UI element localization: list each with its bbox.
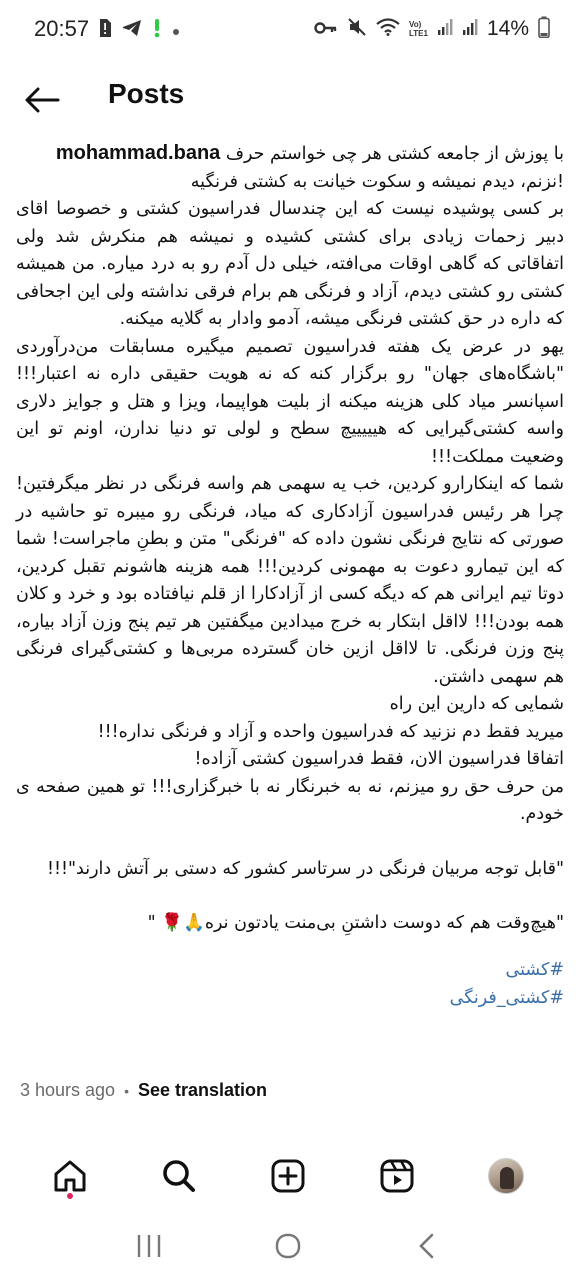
signal-icon: [437, 18, 453, 40]
home-icon: [52, 1158, 88, 1194]
status-time: 20:57: [34, 16, 90, 41]
system-back-button[interactable]: [403, 1222, 451, 1270]
post-content: [16, 140, 564, 1012]
nav-create-button[interactable]: [260, 1148, 316, 1204]
arrow-left-icon: [24, 87, 60, 113]
mute-icon: [347, 17, 367, 41]
search-icon: [161, 1158, 197, 1194]
caption-paragraph: شما که اینکارارو کردین، خب یه سهمی هم واسه فرنگی در نظر میگرفتین! چرا هر رئیس فدراسیون آزادکاری که میاد، فرنگی رو میبره تو حاشیه در صورتی که نتایج فرنگی نشون داده که "فرنگی" متن و بطنِ ماجراست! شما که این تیمارو دعوت به مهمونی کردین!!! همه هزینه هاشونم تقبل کردین، دوتا تیم ایرانی هم که دیگه کسی از آزادکارا از قلم نیافتاده بود و خرد و کلان همه بودن!!! لااقل ابتکار به خرج میدادین میگفتین هر تیم پنج وزن آزاد بیاره، پنج وزن فرنگی. تا لااقل ازین خان گسترده مربی‌ها و کشتی‌گیرای فرنگی هم سهمی داشتن.: [16, 474, 564, 687]
telegram-icon: [122, 19, 142, 41]
post-meta: [20, 1080, 267, 1101]
network-label-top: Vo): [409, 20, 422, 29]
notification-alert-icon: [152, 18, 162, 42]
back-button[interactable]: [22, 80, 62, 120]
notification-dot: [67, 1193, 73, 1199]
spacer: [16, 883, 564, 910]
system-home-button[interactable]: [264, 1222, 312, 1270]
create-post-icon: [270, 1158, 306, 1194]
status-right-icons: [314, 16, 550, 42]
page-title: Posts: [108, 78, 185, 109]
network-label-bottom: LTE1: [409, 29, 428, 38]
caption-intro: [16, 140, 564, 169]
post-username[interactable]: mohammad.bana: [55, 142, 221, 164]
recent-apps-button[interactable]: [125, 1222, 173, 1270]
more-dot-icon: [172, 21, 180, 40]
caption-paragraph: یهو در عرض یک هفته فدراسیون تصمیم میگیره مسابقات من‌درآوردی "باشگاه‌های جهان" رو برگزار کنه که نه هویت حقیقی داره نه اعتبار!!! اسپانسر میاد کلی هزینه میکنه از بلیت هواپیما، ویزا و هتل و جوایز دلاری واسه کشتی‌گیرایی که هیییییچ سطح و لولی تو دنیا ندارن، اونم تو این وضعیت مملکت!!!: [16, 336, 564, 467]
profile-avatar: [488, 1158, 524, 1194]
caption-paragraph: شمایی که دارین این راه: [389, 694, 564, 714]
hashtag-link[interactable]: #کشتی_فرنگی: [449, 987, 564, 1008]
see-translation-link[interactable]: See translation: [137, 1080, 268, 1100]
status-bar: [0, 0, 576, 64]
sim-alert-icon: [98, 18, 112, 42]
wifi-icon: [376, 18, 400, 40]
system-navigation-bar: [0, 1212, 576, 1280]
key-icon: [314, 20, 338, 39]
home-circle-icon: [274, 1232, 302, 1260]
nav-search-button[interactable]: [151, 1148, 207, 1204]
caption-quote: "هیچ‌وقت هم که دوست داشتنِ بی‌منت یادتون نره🙏🌹 ": [147, 913, 564, 933]
caption-paragraph: بر کسی پوشیده نیست که این چندسال فدراسیون کشتی و خصوصا اقای دبیر زحمات زیادی برای کشتی کشیده و نمیشه هم منکرش شد ولی اتفاقاتی که گاهی اوقات می‌افته، خیلی دل آدم رو به درد میاره. من همیشه کشتی رو کشتی دیدم، آزاد و فرنگی هم برام فرقی نداشته ولی این اجحافی که داره در حق کشتی فرنگی میشه، آدمو وادار به گلایه میکنه.: [16, 199, 564, 329]
hashtag-list: [16, 956, 564, 1012]
caption-intro-text: با پوزش از جامعه کشتی هر چی خواستم حرف: [225, 144, 564, 164]
battery-percent: 14%: [486, 17, 529, 40]
meta-separator: •: [124, 1082, 129, 1099]
back-chevron-icon: [415, 1232, 439, 1260]
page-header: [0, 70, 576, 130]
reels-icon: [379, 1158, 415, 1194]
network-type-label: [409, 20, 428, 38]
battery-icon: [538, 16, 550, 42]
nav-reels-button[interactable]: [369, 1148, 425, 1204]
hashtag-link[interactable]: #کشتی: [505, 959, 564, 980]
nav-home-button[interactable]: [42, 1148, 98, 1204]
signal-icon: [462, 18, 478, 40]
nav-profile-button[interactable]: [478, 1148, 534, 1204]
caption-quote: "قابل توجه مربیان فرنگی در سرتاسر کشور که دستی بر آتش دارند"!!!: [46, 858, 564, 879]
post-timestamp: 3 hours ago: [20, 1080, 116, 1100]
caption-paragraph: میرید فقط دم نزنید که فدراسیون واحده و آزاد و فرنگی نداره!!!: [97, 721, 564, 742]
spacer: [16, 829, 564, 856]
bottom-navigation: [0, 1140, 576, 1212]
status-left-icons: [98, 18, 180, 42]
caption-paragraph: اتفاقا فدراسیون الان، فقط فدراسیون کشتی آزاده!: [194, 749, 564, 769]
caption-paragraph: من حرف حق رو میزنم، نه به خبرنگار نه با خبرگزاری!!! تو همین صفحه ی خودم.: [16, 776, 564, 824]
caption-paragraph: !نزنم، دیدم نمیشه و سکوت خیانت به کشتی فرنگیه: [190, 171, 564, 192]
post-caption: [16, 140, 564, 938]
recent-apps-icon: [134, 1233, 164, 1259]
